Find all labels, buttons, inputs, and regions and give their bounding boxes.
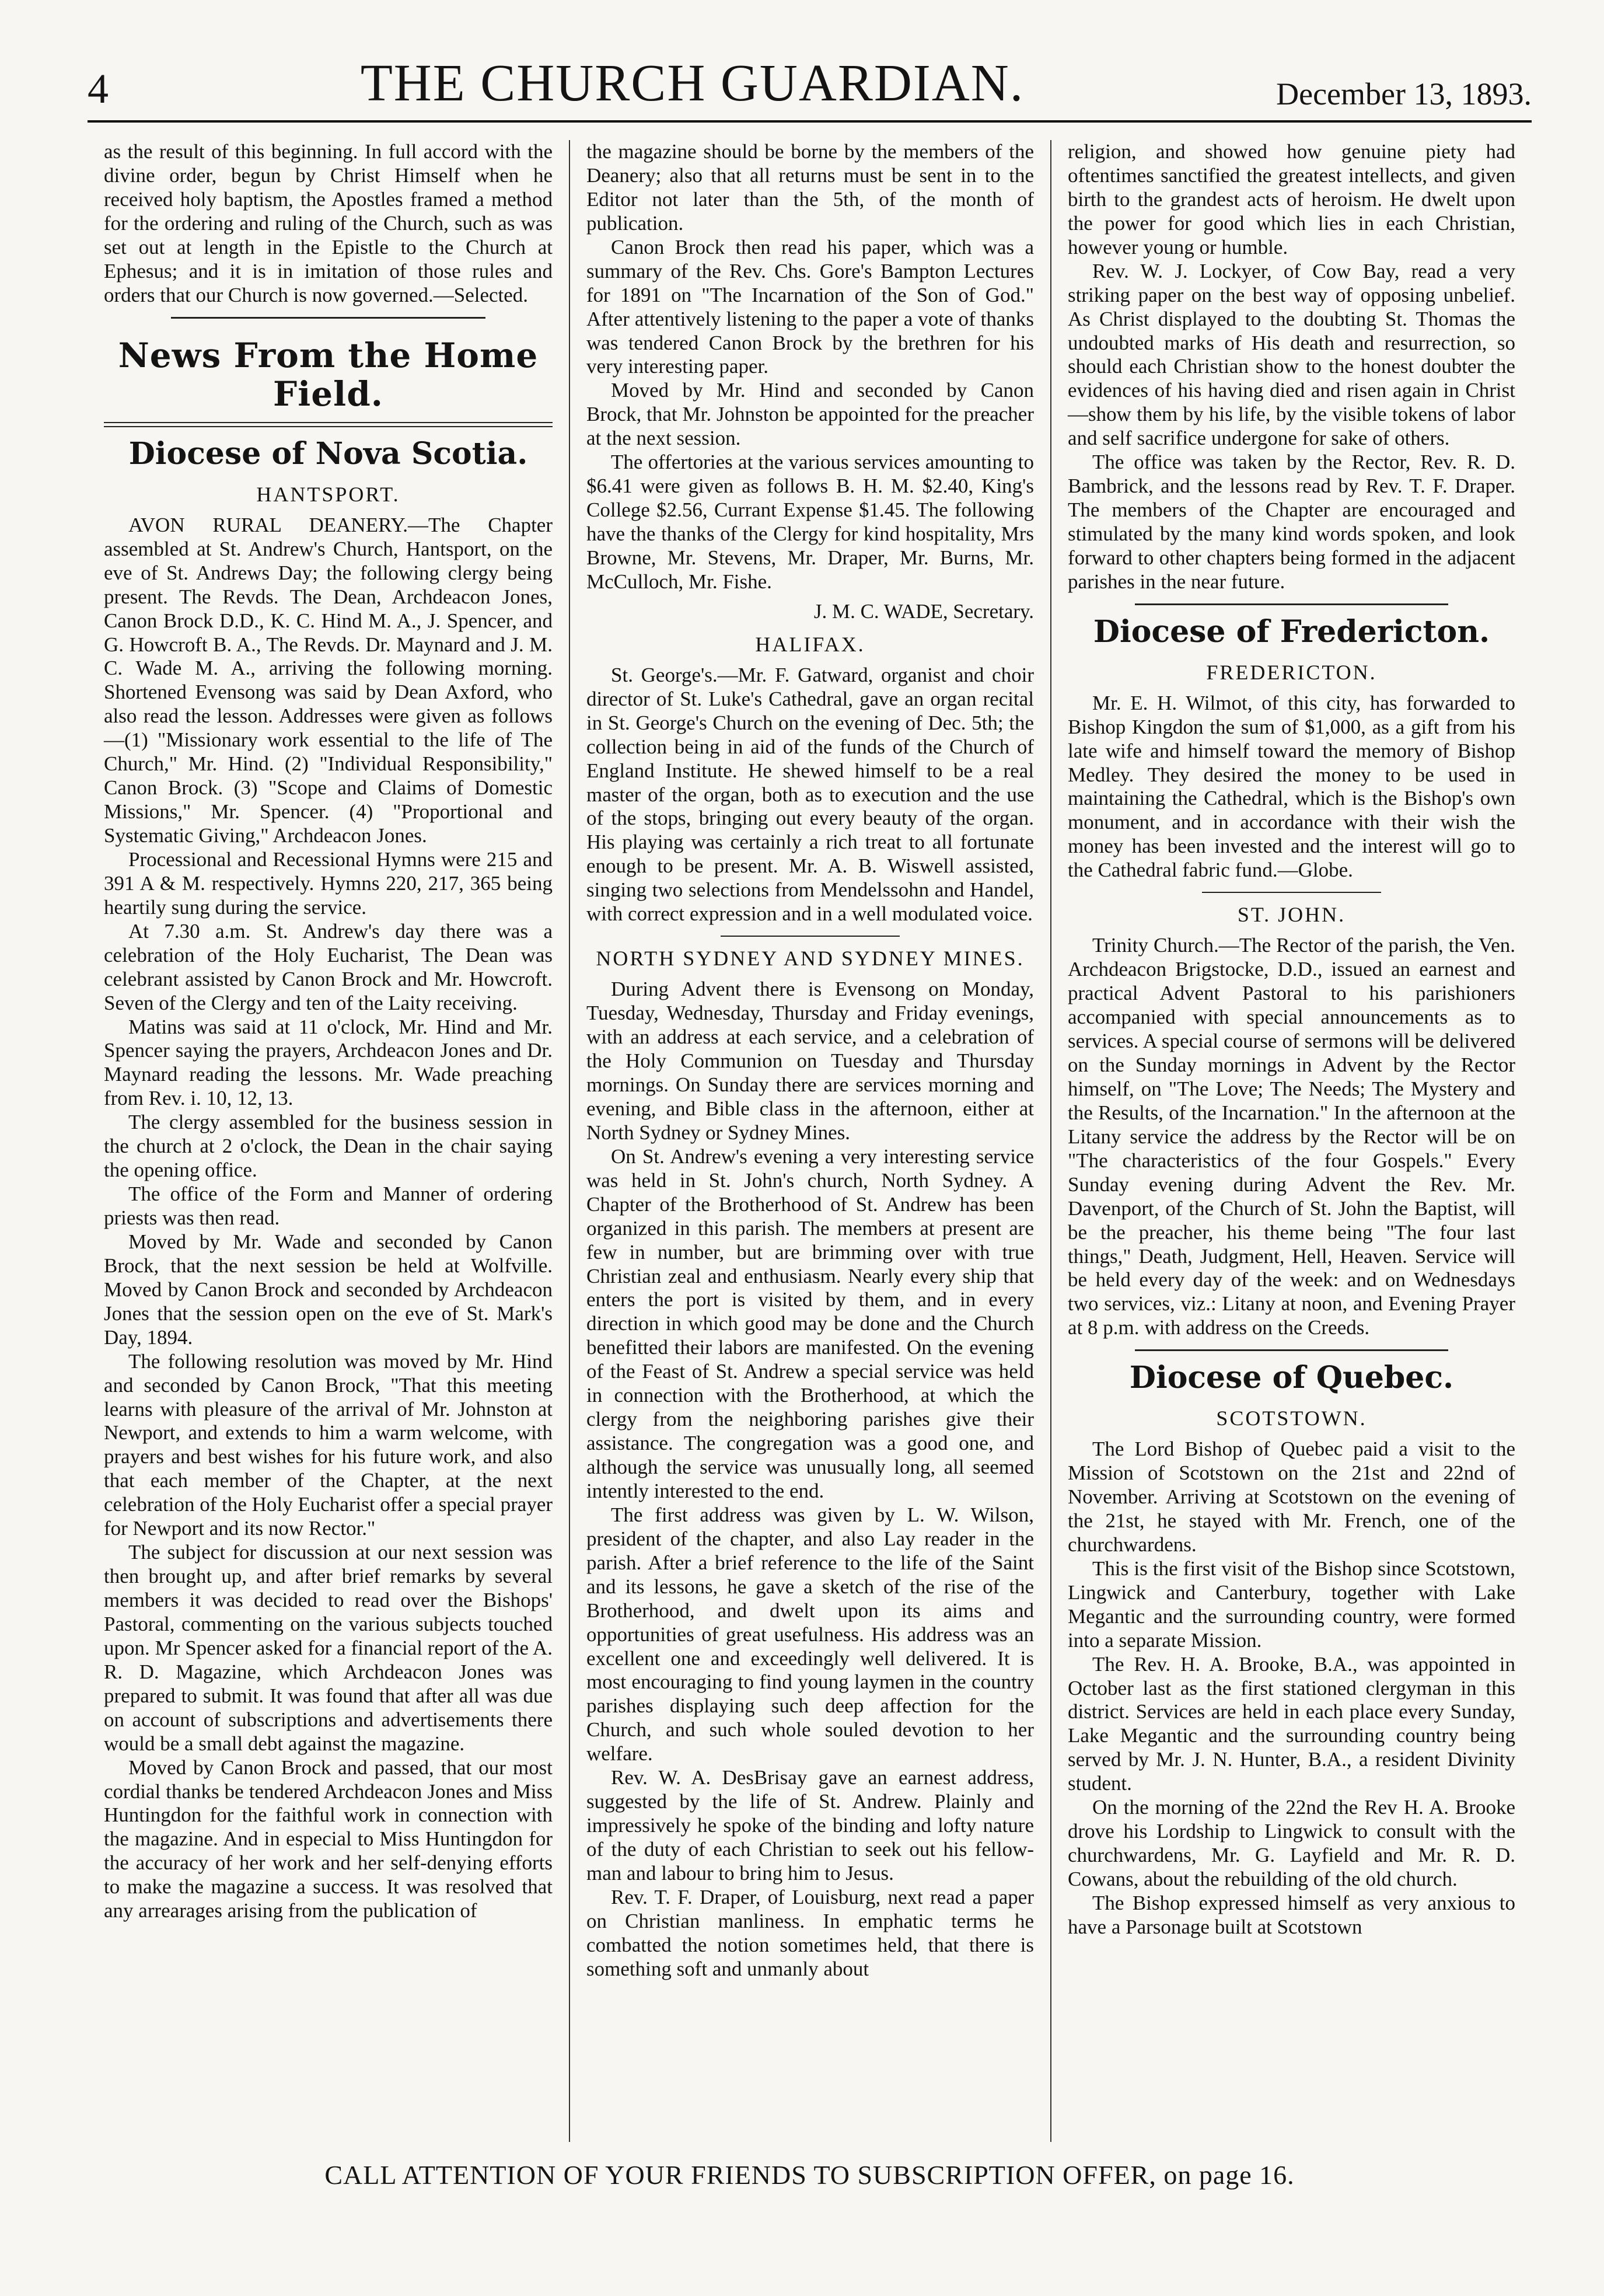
paragraph: On St. Andrew's evening a very interesting service was held in St. John's church, North Sydney. A Chapter of the Brotherhood of St. Andrew has been organized in this parish. The members at present are few in number, but are brimming over with true Christian zeal and enthusiasm. Nearly every ship that enters the port is visited by them, and in every direction in which good may be done and the Church benefitted their labors are manifested. On the evening of the Feast of St. Andrew a special service was held in connection with the Brotherhood, at which the clergy from the neighboring parishes give their assistance. The congregation was a good one, and although the service was unusually long, all seemed intently interested to the end. xyxy=(586,1144,1034,1502)
paper-title: THE CHURCH GUARDIAN. xyxy=(360,54,1025,112)
paragraph: religion, and showed how genuine piety had oftentimes sanctified the greatest intellects, and given birth to the grandest acts of heroism. He dwelt upon the power for good which lies in each Christian, however young or humble. xyxy=(1068,140,1515,259)
column-3 xyxy=(1050,140,1532,2142)
paragraph: Moved by Mr. Wade and seconded by Canon Brock, that the next session be held at Wolfville. Moved by Canon Brock and seconded by Archdeacon Jones that the session open on the eve of St. Mark's Day, 1894. xyxy=(104,1230,553,1349)
paragraph: The office was taken by the Rector, Rev. R. D. Bambrick, and the lessons read by Rev. T. F. Draper. The members of the Chapter are encouraged and stimulated by the many kind words spoken, and look forward to other chapters being formed in the adjacent parishes in the near future. xyxy=(1068,451,1515,593)
location-heading: ST. JOHN. xyxy=(1237,903,1346,927)
location-heading: FREDERICTON. xyxy=(1206,660,1377,684)
divider xyxy=(1135,603,1448,605)
paragraph: Processional and Recessional Hymns were 215 and 391 A & M. respectively. Hymns 220, 217, 365 being heartily sung during the service. xyxy=(104,847,553,919)
paragraph: The offertories at the various services amounting to $6.41 were given as follows B. H. M. $2.40, King's College $2.56, Currant Expense $1.45. The following have the thanks of the Clergy for kind hospitality, Mrs Browne, Mr. Stevens, Mr. Draper, Mr. Burns, Mr. McCulloch, Mr. Fishe. xyxy=(586,451,1034,593)
paragraph: This is the first visit of the Bishop since Scotstown, Lingwick and Canterbury, together with Lake Megantic and the surrounding country, were formed into a separate Mission. xyxy=(1068,1557,1515,1652)
divider xyxy=(104,422,553,427)
paragraph: the magazine should be borne by the members of the Deanery; also that all returns must be sent in to the Editor not later than the 5th, of the month of publication. xyxy=(586,140,1034,235)
section-title: News From the Home Field. xyxy=(118,335,539,414)
diocese-heading: Diocese of Quebec. xyxy=(1129,1360,1454,1396)
divider xyxy=(1135,1349,1448,1351)
paragraph: At 7.30 a.m. St. Andrew's day there was a celebration of the Holy Eucharist, The Dean was celebrant assisted by Canon Brock and Mr. Howcroft. Seven of the Clergy and ten of the Laity receiving. xyxy=(104,919,553,1014)
paragraph: The office of the Form and Manner of ordering priests was then read. xyxy=(104,1182,553,1230)
paragraph: Moved by Canon Brock and passed, that our most cordial thanks be tendered Archdeacon Jones and Miss Huntingdon for the faithful work in connection with the magazine. And in especial to Miss Huntingdon for the accuracy of her work and her self-denying efforts to make the magazine a success. It was resolved that any arrearages arising from the publication of xyxy=(104,1756,553,1922)
paragraph: Moved by Mr. Hind and seconded by Canon Brock, that Mr. Johnston be appointed for the preacher at the next session. xyxy=(586,379,1034,450)
location-heading: SCOTSTOWN. xyxy=(1216,1407,1367,1430)
paragraph: Rev. T. F. Draper, of Louisburg, next read a paper on Christian manliness. In emphatic terms he combatted the notion sometimes held, that there is something soft and unmanly about xyxy=(586,1885,1034,1980)
paragraph: During Advent there is Evensong on Monday, Tuesday, Wednesday, Thursday and Friday evenings, with an address at each service, and a celebration of the Holy Communion on Tuesday and Thursday mornings. On Sunday there are services morning and evening, and Bible class in the afternoon, either at North Sydney or Sydney Mines. xyxy=(586,978,1034,1144)
paragraph: Matins was said at 11 o'clock, Mr. Hind and Mr. Spencer saying the prayers, Archdeacon Jones and Dr. Maynard reading the lessons. Mr. Wade preaching from Rev. i. 10, 12, 13. xyxy=(104,1015,553,1110)
paragraph: Trinity Church.—The Rector of the parish, the Ven. Archdeacon Brigstocke, D.D., issued an earnest and practical Advent Pastoral to his parishioners accompanied with special announcements as to services. A special course of sermons will be delivered on the Sunday mornings in Advent by the Rector himself, on "The Love; The Needs; The Mystery and the Results, of the Incarnation." In the afternoon at the Litany service the address by the Rector will be on "The characteristics of the four Gospels." Every Sunday evening during Advent the Rev. Mr. Davenport, of the Church of St. John the Baptist, will be the preacher, his theme being "The four last things," Death, Judgment, Hell, Heaven. Service will be held every day of the week: and on Wednesdays two services, viz.: Litany at noon, and Evening Prayer at 8 p.m. with address on the Creeds. xyxy=(1068,934,1515,1339)
paragraph: AVON RURAL DEANERY.—The Chapter assembled at St. Andrew's Church, Hantsport, on the eve of St. Andrews Day; the following clergy being present. The Revds. The Dean, Archdeacon Jones, Canon Brock D.D., K. C. Hind M. A., J. Spencer, and G. Howcroft B. A., The Revds. Dr. Maynard and J. M. C. Wade M. A., arriving the following morning. Shortened Evensong was said by Dean Axford, who also read the lesson. Addresses were given as follows—(1) "Missionary work essential to the life of The Church," Mr. Hind. (2) "Individual Responsibility," Canon Brock. (3) "Scope and Claims of Domestic Missions," Mr. Spencer. (4) "Proportional and Systematic Giving," Archdeacon Jones. xyxy=(104,513,553,847)
paragraph: St. George's.—Mr. F. Gatward, organist and choir director of St. Luke's Cathedral, gave an organ recital in St. George's Church on the evening of Dec. 5th; the collection being in aid of the funds of the Church of England Institute. He shewed himself to be a real master of the organ, both as to execution and the use of the stops, bringing out every beauty of the organ. His playing was certainly a rich treat to all fortunate enough to be present. Mr. A. B. Wiswell assisted, singing two selections from Mendelssohn and Handel, with correct expression and in a well modulated voice. xyxy=(586,663,1034,926)
paragraph: On the morning of the 22nd the Rev H. A. Brooke drove his Lordship to Lingwick to consult with the churchwardens, Mr. G. Layfield and Mr. R. D. Cowans, about the rebuilding of the old church. xyxy=(1068,1796,1515,1891)
diocese-heading: Diocese of Nova Scotia. xyxy=(128,435,528,472)
issue-date: December 13, 1893. xyxy=(1276,76,1532,111)
paragraph: Mr. E. H. Wilmot, of this city, has forwarded to Bishop Kingdon the sum of $1,000, as a gift from his late wife and himself toward the memory of Bishop Medley. They desired the money to be used in maintaining the Cathedral, which is the Bishop's own monument, and in accordance with their wish the money has been invested and the interest will go to the Cathedral fabric fund.—Globe. xyxy=(1068,691,1515,882)
location-heading: HANTSPORT. xyxy=(256,482,400,506)
paragraph: as the result of this beginning. In full accord with the divine order, begun by Christ Himself when he received holy baptism, the Apostles framed a method for the ordering and ruling of the Church, such as was set out at length in the Epistle to the Church at Ephesus; and it is in imitation of those rules and orders that our Church is now governed.—Selected. xyxy=(104,140,553,306)
divider xyxy=(171,317,485,319)
location-heading: NORTH SYDNEY AND SYDNEY MINES. xyxy=(596,947,1025,971)
divider xyxy=(1202,892,1381,893)
column-2 xyxy=(569,140,1050,2142)
masthead xyxy=(88,53,1532,123)
paragraph: The clergy assembled for the business session in the church at 2 o'clock, the Dean in the chair saying the opening office. xyxy=(104,1111,553,1182)
paragraph: The subject for discussion at our next session was then brought up, and after brief remarks by several members it was decided to read over the Bishops' Pastoral, commenting on the various subjects touched upon. Mr Spencer asked for a financial report of the A. R. D. Magazine, which Archdeacon Jones was prepared to submit. It was found that after all was due on account of subscriptions and advertisements there would be a small debt against the magazine. xyxy=(104,1541,553,1755)
paragraph: The Lord Bishop of Quebec paid a visit to the Mission of Scotstown on the 21st and 22nd of November. Arriving at Scotstown on the evening of the 21st, he stayed with Mr. French, one of the churchwardens. xyxy=(1068,1437,1515,1556)
footer-notice: CALL ATTENTION OF YOUR FRIENDS TO SUBSCRIPTION OFFER, on page 16. xyxy=(324,2160,1295,2190)
paragraph: The Bishop expressed himself as very anxious to have a Parsonage built at Scotstown xyxy=(1068,1891,1515,1938)
paragraph: Canon Brock then read his paper, which was a summary of the Rev. Chs. Gore's Bampton Lectures for 1891 on "The Incarnation of the Son of God." After attentively listening to the paper a vote of thanks was tendered Canon Brock by the brethren for his very interesting paper. xyxy=(586,235,1034,378)
divider xyxy=(721,936,900,937)
article-columns xyxy=(88,140,1532,2142)
paragraph: Rev. W. J. Lockyer, of Cow Bay, read a very striking paper on the best way of opposing unbelief. As Christ displayed to the doubting St. Thomas the undoubted marks of His death and resurrection, so should each Christian show to the honest doubter the evidences of his having died and risen again in Christ—show them by his life, by the visible tokens of labor and self sacrifice undergone for sake of others. xyxy=(1068,259,1515,450)
paragraph: The following resolution was moved by Mr. Hind and seconded by Canon Brock, "That this meeting learns with pleasure of the arrival of Mr. Johnston at Newport, and extends to him a warm welcome, with prayers and best wishes for his future work, and also that each member of the Chapter, at the next celebration of the Holy Eucharist offer a special prayer for Newport and its now Rector." xyxy=(104,1349,553,1540)
column-1 xyxy=(88,140,569,2142)
paragraph: The first address was given by L. W. Wilson, president of the chapter, and also Lay reader in the parish. After a brief reference to the life of the Saint and its lessons, he gave a sketch of the rise of the Brotherhood, and dwelt upon its aims and opportunities of great usefulness. His address was an excellent one and exceedingly well delivered. It is most encouraging to find young laymen in the country parishes displaying such deep affection for the Church, and such whole souled devotion to her welfare. xyxy=(586,1503,1034,1765)
location-heading: HALIFAX. xyxy=(755,632,865,656)
paragraph: Rev. W. A. DesBrisay gave an earnest address, suggested by the life of St. Andrew. Plainly and impressively he spoke of the binding and lofty nature of the duty of each Christian to seek out his fellow-man and labour to bring him to Jesus. xyxy=(586,1766,1034,1885)
diocese-heading: Diocese of Fredericton. xyxy=(1093,613,1490,650)
signature: J. M. C. WADE, Secretary. xyxy=(813,599,1034,623)
paragraph: The Rev. H. A. Brooke, B.A., was appointed in October last as the first stationed clergyman in this district. Services are held in each place every Sunday, Lake Megantic and the surrounding country being served by Mr. J. N. Hunter, B.A., a resident Divinity student. xyxy=(1068,1652,1515,1795)
page-number: 4 xyxy=(88,65,109,112)
